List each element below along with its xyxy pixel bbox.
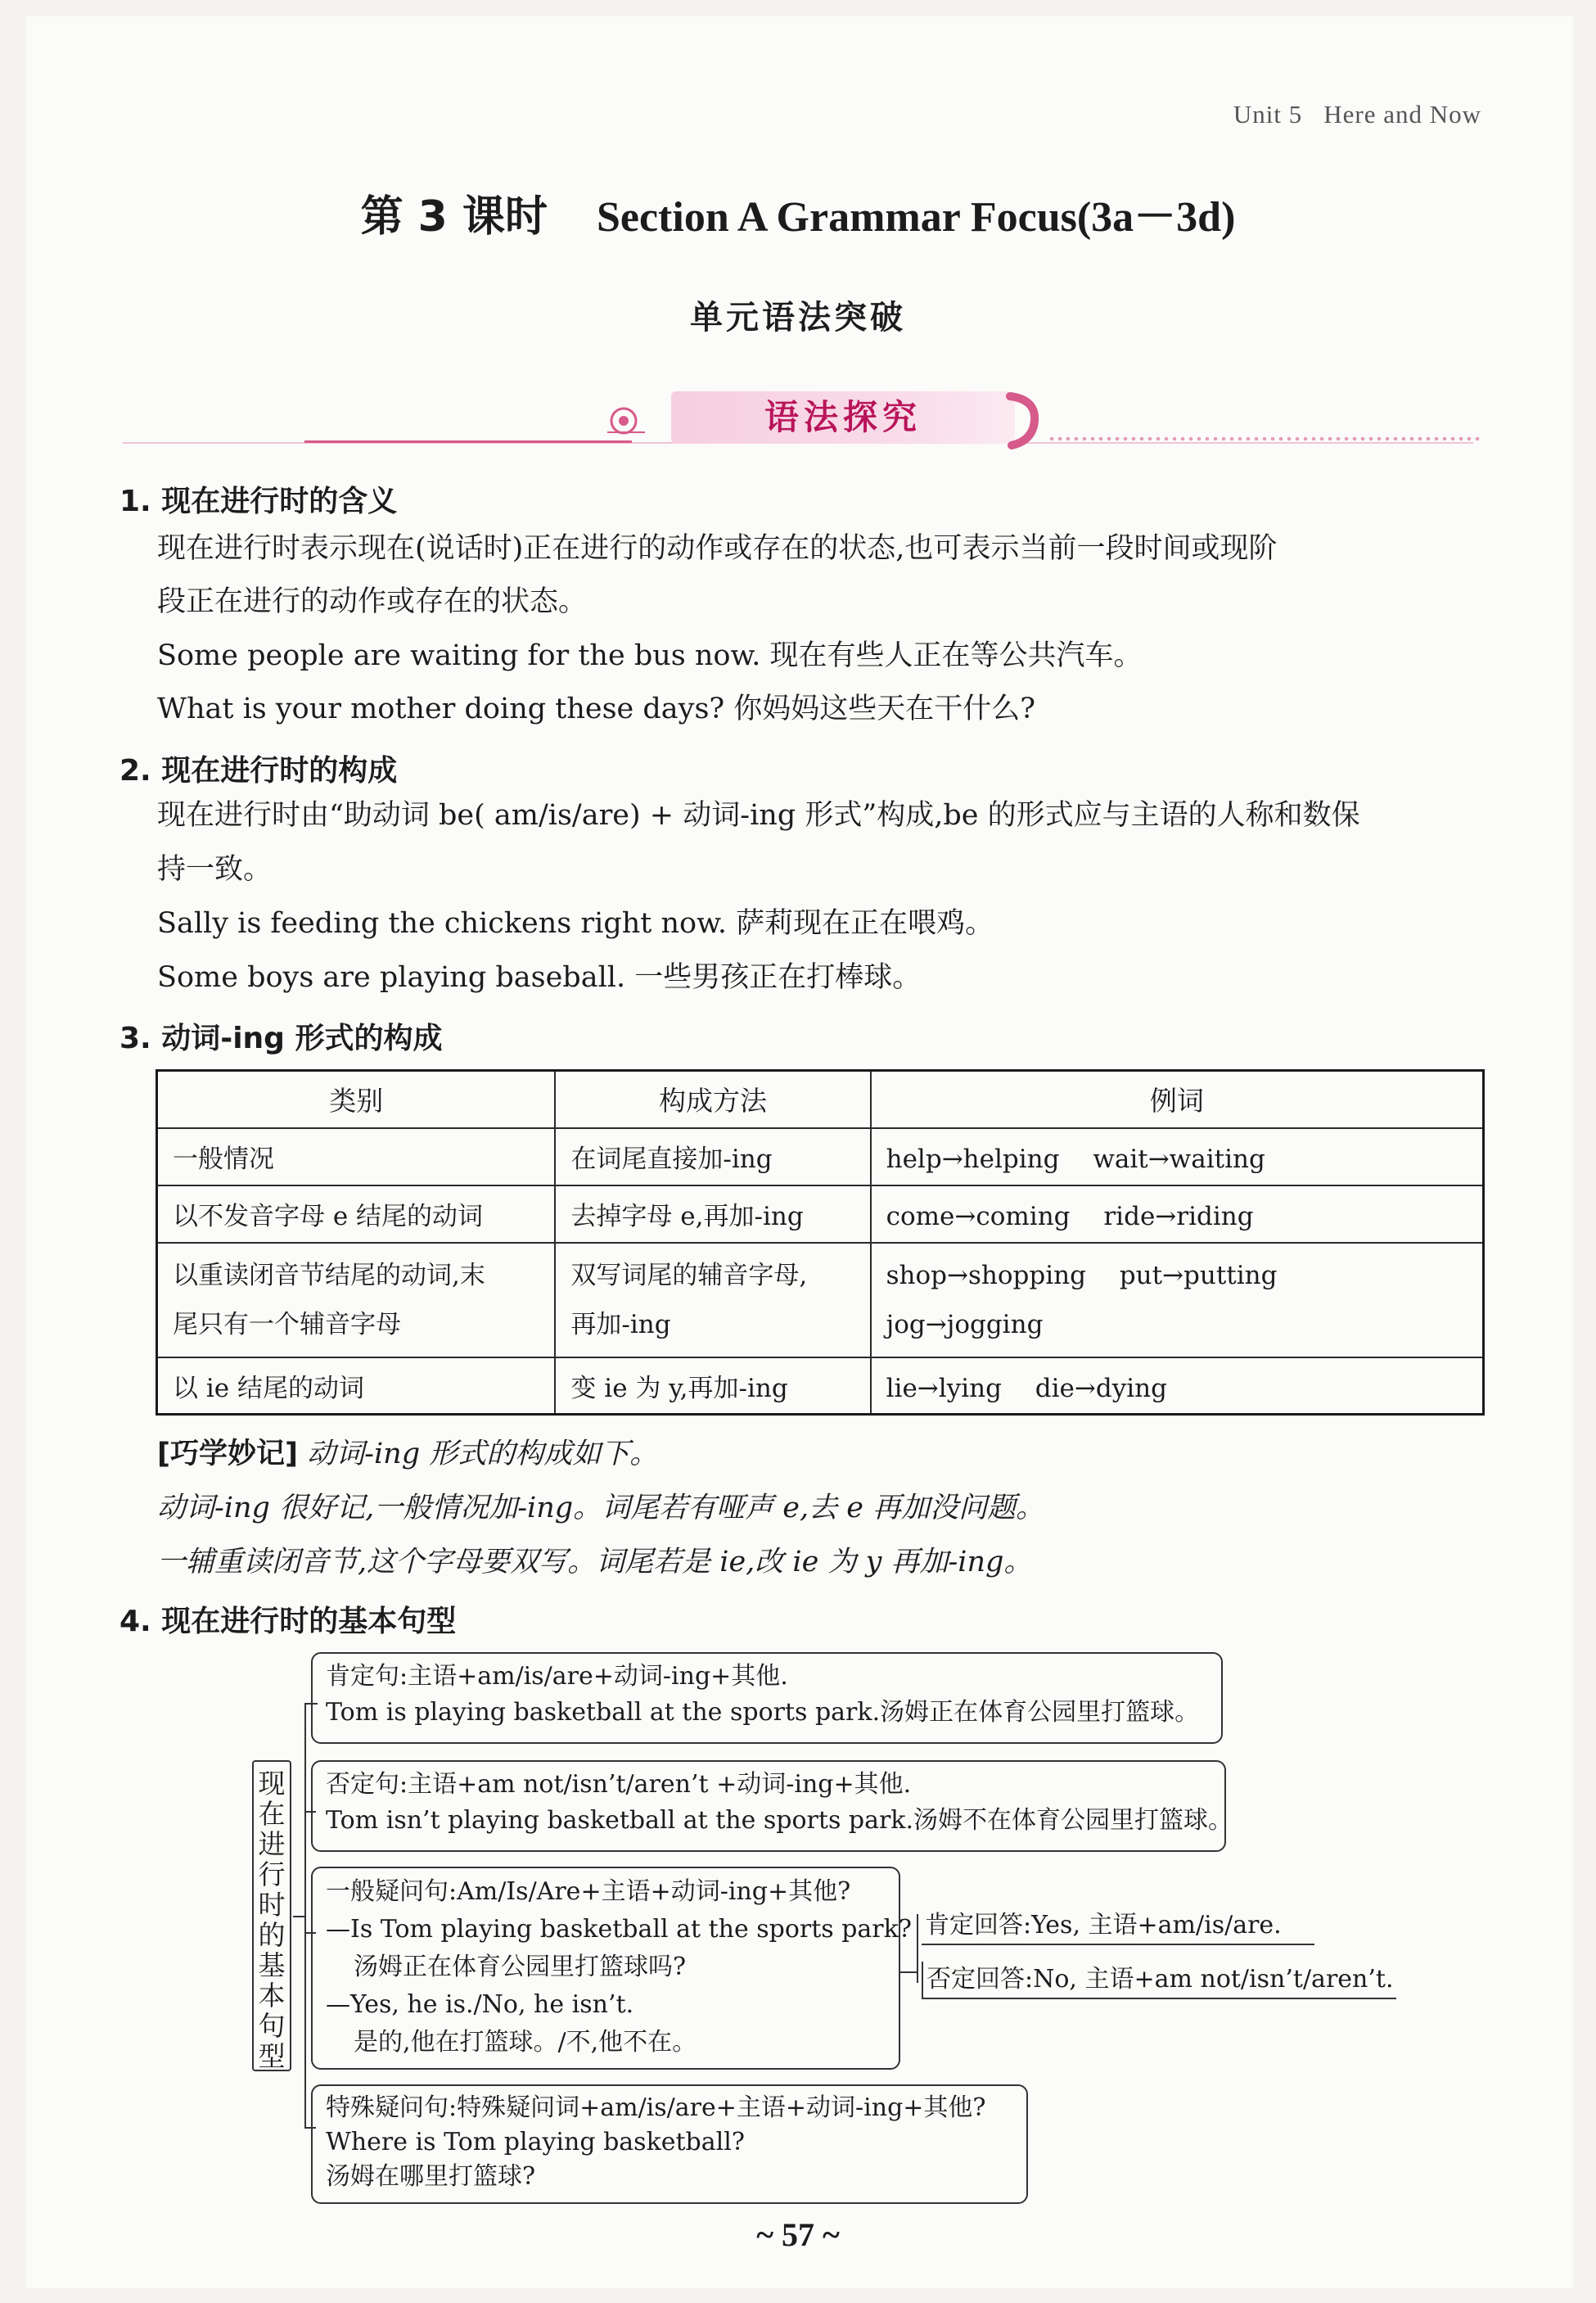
table-cell-method: [555, 1243, 870, 1357]
table-row: [157, 1357, 1484, 1415]
table-cell-method: 在词尾直接加-ing: [555, 1128, 870, 1185]
yes-no-rule: 一般疑问句:Am/Is/Are+主语+动词-ing+其他?: [326, 1877, 851, 1906]
lesson-title: [0, 182, 1596, 243]
table-header-row: [157, 1071, 1484, 1128]
running-header: [1212, 100, 1481, 129]
negative-answer: 否定回答:No, 主语+am not/isn’t/aren’t.: [922, 1962, 1396, 1999]
wh-question-translation: 汤姆在哪里打篮球?: [326, 2162, 536, 2191]
negative-example: Tom isn’t playing basketball at the sports park.汤姆不在体育公园里打篮球。: [326, 1806, 1233, 1835]
lesson-number: 第 3 课时: [360, 192, 548, 242]
section-1-heading: 1. 现在进行时的含义: [119, 485, 398, 518]
s1-text-line-2: 段正在进行的动作或存在的状态。: [157, 585, 588, 618]
yes-no-example-answer: —Yes, he is./No, he isn’t.: [326, 1990, 634, 2019]
yes-no-example-translation: 汤姆正在体育公园里打篮球吗?: [354, 1953, 687, 1981]
s1-example-2: What is your mother doing these days? 你妈妈这些天在干什么?: [157, 693, 1036, 725]
section-4-heading: 4. 现在进行时的基本句型: [119, 1605, 457, 1638]
table-cell-category-line-2: 尾只有一个辅音字母: [173, 1309, 401, 1339]
wh-question-example: Where is Tom playing basketball?: [326, 2128, 745, 2156]
wh-question-rule: 特殊疑问句:特殊疑问词+am/is/are+主语+动词-ing+其他?: [326, 2093, 986, 2122]
header-topic: Here and Now: [1323, 100, 1481, 129]
wh-question-box: [311, 2084, 1028, 2204]
s2-text-line-1: 现在进行时由“助动词 be( am/is/are) + 动词-ing 形式”构成,be 的形式应与主语的人称和数保: [157, 799, 1360, 832]
affirmative-example: Tom is playing basketball at the sports park.汤姆正在体育公园里打篮球。: [326, 1698, 1200, 1727]
banner-dotted-rule: [1048, 436, 1481, 442]
table-row: [157, 1243, 1484, 1357]
section-3-heading: 3. 动词-ing 形式的构成: [119, 1022, 443, 1055]
s1-text-line-1: 现在进行时表示现在(说话时)正在进行的动作或存在的状态,也可表示当前一段时间或现阶: [157, 532, 1278, 565]
label-char: 型: [258, 2040, 286, 2072]
table-cell-examples: help→helping wait→waiting: [871, 1128, 1484, 1185]
yes-no-answer-translation: 是的,他在打篮球。/不,他不在。: [354, 2028, 697, 2057]
memory-tip-line-1: [157, 1438, 658, 1470]
table-header-cell: 构成方法: [555, 1071, 870, 1128]
lesson-section: Section A Grammar Focus(3a－3d): [596, 194, 1236, 241]
table-cell-examples: come→coming ride→riding: [871, 1185, 1484, 1243]
s2-example-2: Some boys are playing baseball. 一些男孩正在打棒球。: [157, 961, 922, 994]
label-char: 现: [258, 1768, 286, 1800]
label-char: 时: [258, 1889, 286, 1921]
lesson-subtitle: 单元语法突破: [690, 299, 906, 336]
label-char: 行: [258, 1858, 286, 1890]
banner-rule-accent: [304, 440, 632, 443]
label-char: 的: [258, 1919, 286, 1951]
table-cell-category: 以不发音字母 e 结尾的动词: [157, 1185, 556, 1243]
memory-tip-line-3: 一辅重读闭音节,这个字母要双写。词尾若是 ie,改 ie 为 y 再加-ing。: [157, 1546, 1033, 1578]
label-char: 基: [258, 1949, 286, 1981]
target-icon: [607, 404, 645, 437]
label-char: 本: [258, 1980, 286, 2012]
sentence-pattern-label: [252, 1760, 291, 2071]
affirmative-rule: 肯定句:主语+am/is/are+动词-ing+其他.: [326, 1662, 788, 1691]
answer-bracket: [917, 1914, 918, 1983]
yes-no-question-box: [311, 1867, 912, 2070]
label-char: 在: [258, 1798, 286, 1830]
s2-text-line-2: 持一致。: [157, 853, 273, 886]
label-char: 句: [258, 2010, 286, 2042]
banner-title: 语法探究: [764, 397, 922, 437]
table-row: [157, 1185, 1484, 1243]
s1-example-1: Some people are waiting for the bus now. 现在有些人正在等公共汽车。: [157, 639, 1143, 672]
bracket-tick: [293, 1916, 306, 1917]
table-header-cell: 例词: [871, 1071, 1484, 1128]
ing-form-table: [156, 1069, 1485, 1416]
table-header-cell: 类别: [157, 1071, 556, 1128]
yes-no-example-question: —Is Tom playing basketball at the sports park?: [326, 1915, 912, 1944]
table-cell-examples: shop→shopping put→putting jog→jogging: [871, 1243, 1484, 1357]
label-char: 进: [258, 1828, 286, 1860]
header-unit: Unit 5: [1233, 100, 1303, 129]
memory-tip-intro: 动词-ing 形式的构成如下。: [307, 1438, 659, 1470]
section-2-heading: 2. 现在进行时的构成: [119, 754, 398, 788]
table-cell-examples: lie→lying die→dying: [871, 1357, 1484, 1415]
table-row: [157, 1128, 1484, 1185]
table-cell-method: 变 ie 为 y,再加-ing: [555, 1357, 870, 1415]
affirmative-sentence-box: [311, 1652, 1223, 1744]
table-cell-method: 去掉字母 e,再加-ing: [555, 1185, 870, 1243]
table-cell-method-line-2: 再加-ing: [570, 1309, 671, 1339]
table-cell-category-line-1: 以重读闭音节结尾的动词,末: [173, 1260, 485, 1290]
table-cell-category: [157, 1243, 556, 1357]
negative-rule: 否定句:主语+am not/isn’t/aren’t +动词-ing+其他.: [326, 1770, 912, 1799]
table-cell-category: 一般情况: [157, 1128, 556, 1185]
s2-example-1: Sally is feeding the chickens right now. 萨莉现在正在喂鸡。: [157, 907, 994, 940]
answer-branch: [900, 1971, 917, 1973]
memory-tip-label: [巧学妙记]: [157, 1438, 298, 1470]
banner-hook-icon: [1003, 391, 1044, 450]
table-cell-category: 以 ie 结尾的动词: [157, 1357, 556, 1415]
negative-sentence-box: [311, 1760, 1233, 1852]
page-number: ~ 57 ~: [756, 2216, 840, 2253]
affirmative-answer: 肯定回答:Yes, 主语+am/is/are.: [922, 1908, 1314, 1945]
memory-tip-line-2: 动词-ing 很好记,一般情况加-ing。词尾若有哑声 e,去 e 再加没问题。: [157, 1492, 1045, 1524]
table-cell-method-line-1: 双写词尾的辅音字母,: [570, 1260, 808, 1290]
